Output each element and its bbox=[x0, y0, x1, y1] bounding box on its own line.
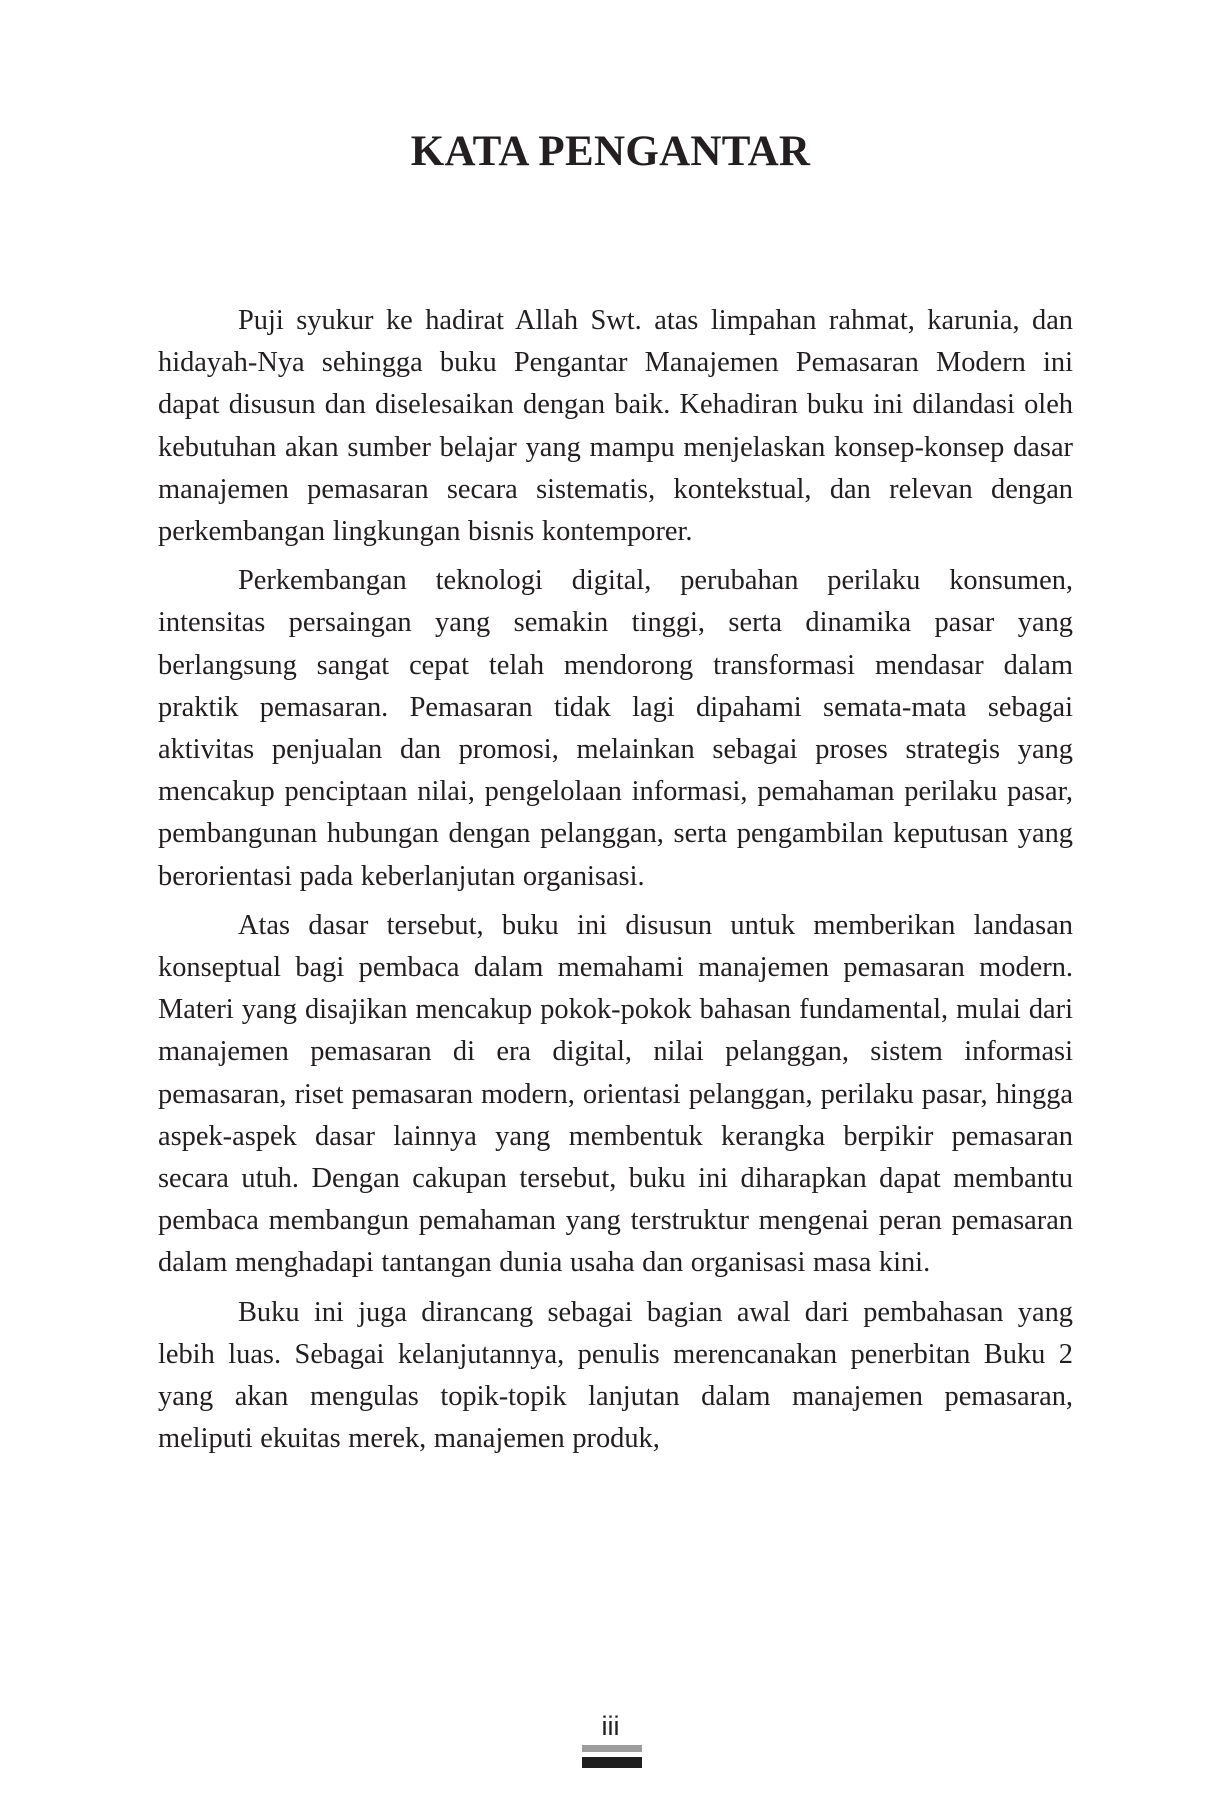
page-number-bar-light bbox=[582, 1745, 642, 1752]
page-title: KATA PENGANTAR bbox=[410, 128, 811, 175]
page-number-bar-dark bbox=[582, 1757, 642, 1768]
paragraph-4: Buku ini juga dirancang sebagai bagian awal dari pembahasan yang lebih luas. Sebagai kelanjutannya, penulis merencanakan penerbitan Buku 2 yang akan mengulas topik-topik lanjutan dalam manajemen pemasaran, meliputi ekuitas merek, manajemen produk, bbox=[158, 1296, 1073, 1455]
page-number: iii bbox=[601, 1711, 620, 1741]
paragraph-2: Perkembangan teknologi digital, perubahan perilaku konsumen, intensitas persaingan yang semakin tinggi, serta dinamika pasar yang berlangsung sangat cepat telah mendorong transformasi mendasar dalam praktik pemasaran. Pemasaran tidak lagi dipahami semata-mata sebagai aktivitas penjualan dan promosi, melainkan sebagai proses strategis yang mencakup penciptaan nilai, pengelolaan informasi, pemahaman perilaku pasar, pembangunan hubungan dengan pelanggan, serta pengambilan keputusan yang berorientasi pada keberlanjutan organisasi. bbox=[158, 565, 1073, 892]
body-text bbox=[158, 300, 1073, 1467]
paragraph-1: Puji syukur ke hadirat Allah Swt. atas limpahan rahmat, karunia, dan hidayah-Nya sehingga buku Pengantar Manajemen Pemasaran Modern ini dapat disusun dan diselesaikan dengan baik. Kehadiran buku ini dilandasi oleh kebutuhan akan sumber belajar yang mampu menjelaskan konsep-konsep dasar manajemen pemasaran secara sistematis, kontekstual, dan relevan dengan perkembangan lingkungan bisnis kontemporer. bbox=[158, 305, 1073, 548]
paragraph-3: Atas dasar tersebut, buku ini disusun untuk memberikan landasan konseptual bagi pembaca dalam memahami manajemen pemasaran modern. Materi yang disajikan mencakup pokok-pokok bahasan fundamental, mulai dari manajemen pemasaran di era digital, nilai pelanggan, sistem informasi pemasaran, riset pemasaran modern, orientasi pelanggan, perilaku pasar, hingga aspek-aspek dasar lainnya yang membentuk kerangka berpikir pemasaran secara utuh. Dengan cakupan tersebut, buku ini diharapkan dapat membantu pembaca membangun pemahaman yang terstruktur mengenai peran pemasaran dalam menghadapi tantangan dunia usaha dan organisasi masa kini. bbox=[158, 909, 1073, 1279]
